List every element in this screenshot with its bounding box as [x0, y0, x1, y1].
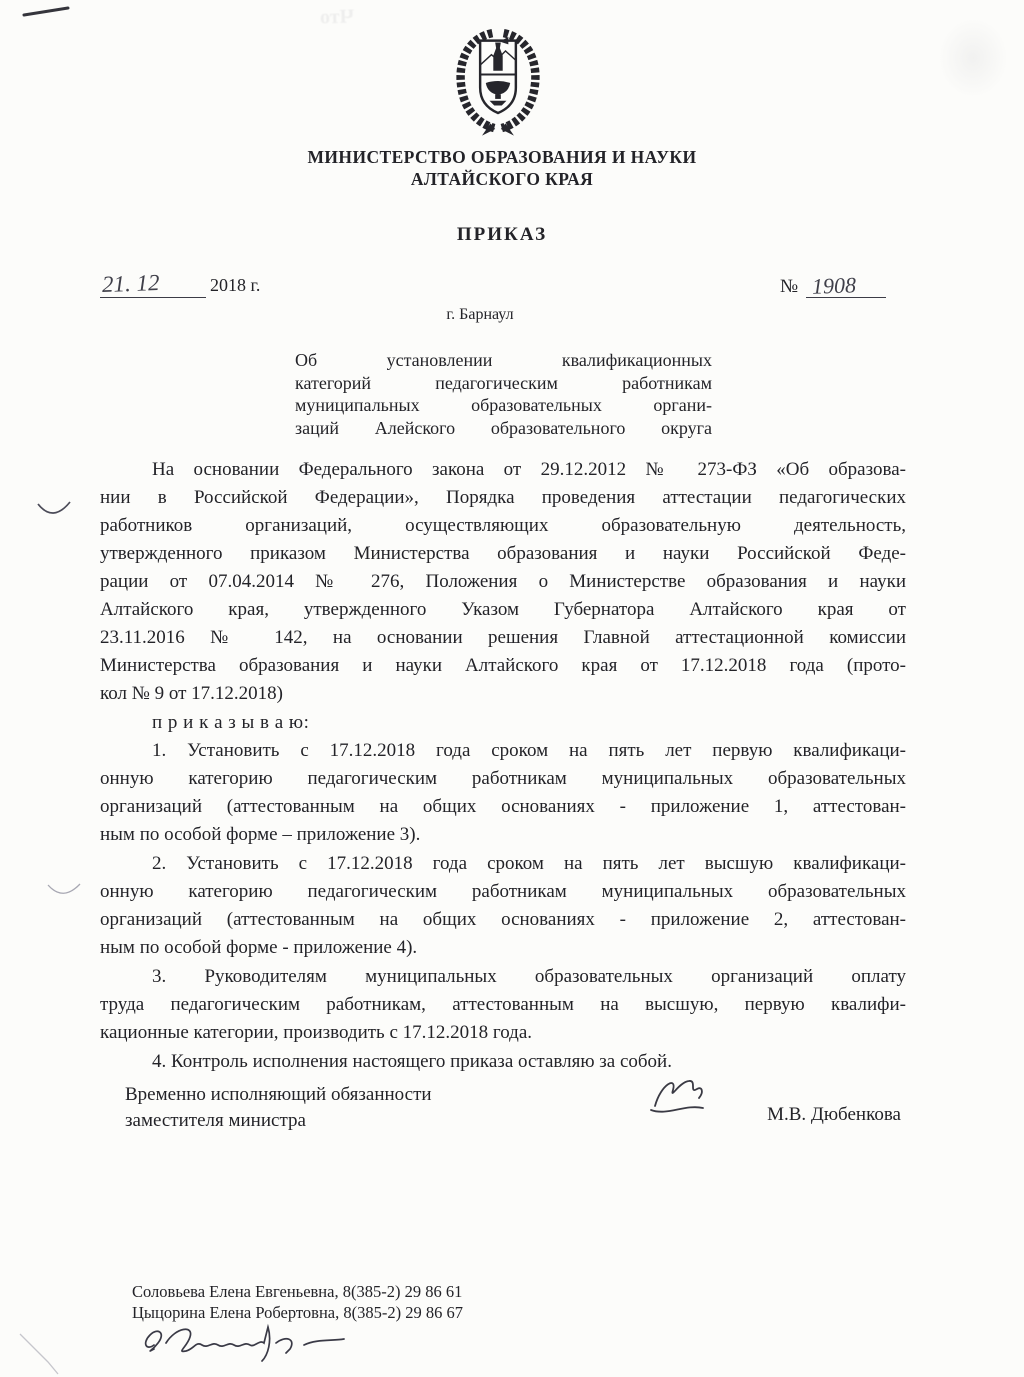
- text-line: 23.11.2016 № 142, на основании решения Главной аттестационной комиссии: [100, 627, 906, 648]
- signer-position-line2: заместителя министра: [125, 1110, 306, 1131]
- number-block: [780, 274, 886, 298]
- text-line: муниципальных образовательных органи-: [295, 395, 712, 415]
- text-line: 3. Руководителям муниципальных образовательных организаций оплату: [152, 966, 906, 987]
- signature-block: [125, 1082, 901, 1142]
- text-line: нии в Российской Федерации», Порядка проведения аттестации педагогических: [100, 487, 906, 508]
- text-line: Министерства образования и науки Алтайского края от 17.12.2018 года (прото-: [100, 655, 906, 676]
- ministry-name: [0, 146, 1004, 190]
- text-line: Об установлении квалификационных: [295, 350, 712, 370]
- document-body: [100, 456, 906, 1077]
- scan-artifact-pen-stroke: [22, 3, 72, 21]
- text-line: рации от 07.04.2014 № 276, Положения о Министерстве образования и науки: [100, 571, 906, 592]
- text-line: 4. Контроль исполнения настоящего приказа оставляю за собой.: [152, 1051, 672, 1072]
- scan-artifact-faint-arc: [46, 880, 84, 908]
- number-handwritten: 1908: [811, 272, 857, 299]
- text-line: Алтайского края, утвержденного Указом Губернатора Алтайского края от: [100, 599, 906, 620]
- text-line: труда педагогическим работникам, аттестованным на высшую, первую квалифи-: [100, 994, 906, 1015]
- text-line: утвержденного приказом Министерства образования и науки Российской Феде-: [100, 543, 906, 564]
- order-word: п р и к а з ы в а ю:: [152, 712, 310, 733]
- text-line: категорий педагогическим работникам: [295, 372, 712, 393]
- official-signature-autograph: [649, 1072, 735, 1124]
- text-line: онную категорию педагогическим работникам муниципальных образовательных: [100, 768, 906, 789]
- preamble-paragraph: [100, 456, 906, 708]
- executor-signature-autograph: [136, 1321, 386, 1363]
- text-line: заций Алейского образовательного округа: [295, 417, 712, 438]
- signer-position-line1: Временно исполняющий обязанности: [125, 1084, 432, 1105]
- scan-artifact-checkmark: [36, 499, 74, 527]
- order-item-2: [100, 850, 906, 962]
- number-underline: [806, 274, 886, 298]
- order-item-4: [100, 1048, 906, 1076]
- text-line: На основании Федерального закона от 29.12.2012 № 273-ФЗ «Об образова-: [152, 459, 906, 480]
- text-line: кационные категории, производить с 17.12.2018 года.: [100, 1022, 533, 1043]
- contact-line-2: Цыцорина Елена Робертовна, 8(385-2) 29 86 67: [132, 1303, 463, 1322]
- number-label: №: [780, 276, 799, 297]
- text-line: онную категорию педагогическим работникам муниципальных образовательных: [100, 881, 906, 902]
- date-underline: [100, 272, 206, 298]
- text-line: кол № 9 от 17.12.2018): [100, 683, 284, 704]
- text-line: организаций (аттестованным на общих основаниях - приложение 1, аттестован-: [100, 796, 906, 817]
- contact-line-1: Соловьева Елена Евгеньевна, 8(385-2) 29 86 61: [132, 1282, 463, 1301]
- text-line: 2. Установить с 17.12.2018 года сроком на пять лет высшую квалификаци-: [152, 853, 906, 874]
- text-line: ным по особой форме - приложение 4).: [100, 937, 418, 958]
- text-line: организаций (аттестованным на общих основаниях - приложение 2, аттестован-: [100, 909, 906, 930]
- order-item-1: [100, 737, 906, 849]
- city-line: г. Барнаул: [446, 306, 514, 323]
- text-line: ным по особой форме – приложение 3).: [100, 824, 421, 845]
- date-handwritten: 21. 12: [101, 270, 160, 297]
- subject-block: [295, 349, 712, 439]
- signer-name: М.В. Дюбенкова: [767, 1104, 901, 1125]
- text-line: 1. Установить с 17.12.2018 года сроком на пять лет первую квалификаци-: [152, 740, 906, 761]
- altai-krai-coat-of-arms-icon: [451, 26, 545, 138]
- order-item-3: [100, 963, 906, 1047]
- text-line: работников организаций, осуществляющих образовательную деятельность,: [100, 515, 906, 536]
- document-type-title: ПРИКАЗ: [456, 224, 548, 245]
- scan-smudge: [938, 18, 1008, 98]
- date-year: 2018 г.: [210, 275, 261, 295]
- ministry-name-line2: АЛТАЙСКОГО КРАЯ: [410, 169, 594, 189]
- scan-ghost-text: Что: [319, 5, 355, 29]
- footer-contacts: [132, 1281, 463, 1323]
- ministry-name-line1: МИНИСТЕРСТВО ОБРАЗОВАНИЯ И НАУКИ: [307, 147, 697, 167]
- scan-artifact-corner-line: [16, 1326, 66, 1376]
- date-block: [100, 272, 260, 298]
